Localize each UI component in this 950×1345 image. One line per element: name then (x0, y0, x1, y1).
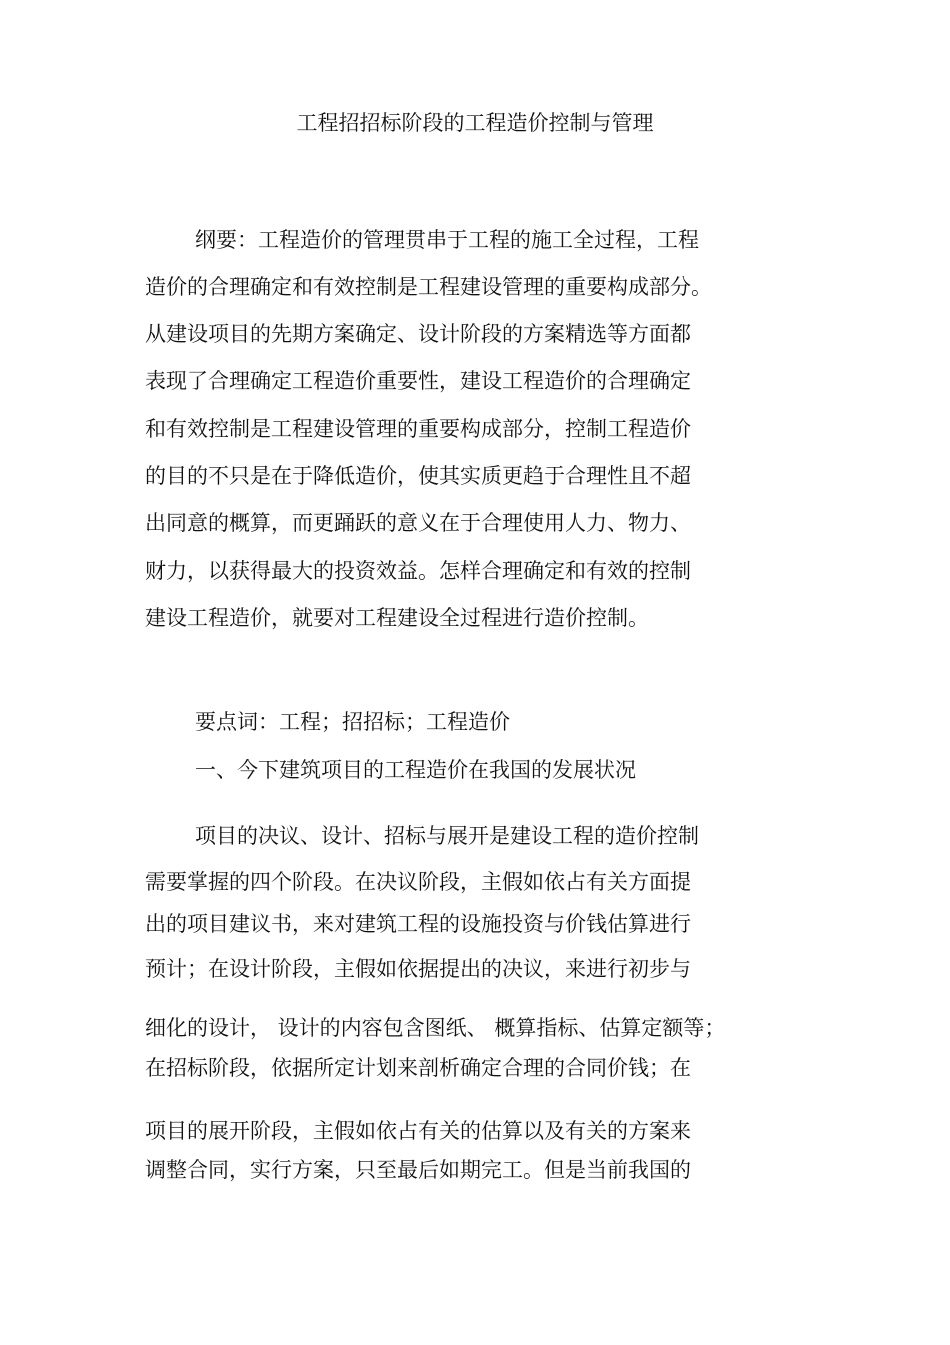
body-line: 项目的展开阶段，主假如依占有关的估算以及有关的方案来 (145, 1119, 691, 1143)
abstract-line: 纲要：工程造价的管理贯串于工程的施工全过程，工程 (195, 228, 699, 252)
document-title: 工程招招标阶段的工程造价控制与管理 (296, 111, 654, 135)
abstract-line: 造价的合理确定和有效控制是工程建设管理的重要构成部分。 (145, 275, 712, 299)
body-line: 细化的设计， 设计的内容包含图纸、 概算指标、估算定额等； (145, 1016, 726, 1040)
abstract-line: 出同意的概算，而更踊跃的意义在于合理使用人力、物力、 (145, 511, 691, 535)
body-line: 项目的决议、设计、招标与展开是建设工程的造价控制 (195, 824, 699, 848)
keywords-line: 要点词：工程；招招标；工程造价 (195, 710, 510, 734)
body-line: 出的项目建议书，来对建筑工程的设施投资与价钱估算进行 (145, 912, 691, 936)
body-line: 预计；在设计阶段，主假如依据提出的决议，来进行初步与 (145, 957, 691, 981)
section-heading: 一、今下建筑项目的工程造价在我国的发展状况 (195, 758, 636, 782)
body-line: 在招标阶段，依据所定计划来剖析确定合理的合同价钱；在 (145, 1056, 691, 1080)
abstract-line: 的目的不只是在于降低造价，使其实质更趋于合理性且不超 (145, 464, 691, 488)
abstract-line: 从建设项目的先期方案确定、设计阶段的方案精选等方面都 (145, 322, 691, 346)
body-line: 需要掌握的四个阶段。在决议阶段，主假如依占有关方面提 (145, 870, 691, 894)
abstract-line: 和有效控制是工程建设管理的重要构成部分，控制工程造价 (145, 417, 691, 441)
body-line: 调整合同，实行方案，只至最后如期完工。但是当前我国的 (145, 1158, 691, 1182)
abstract-line: 表现了合理确定工程造价重要性，建设工程造价的合理确定 (145, 369, 691, 393)
abstract-line: 财力，以获得最大的投资效益。怎样合理确定和有效的控制 (145, 559, 691, 583)
abstract-line: 建设工程造价，就要对工程建设全过程进行造价控制。 (145, 606, 649, 630)
